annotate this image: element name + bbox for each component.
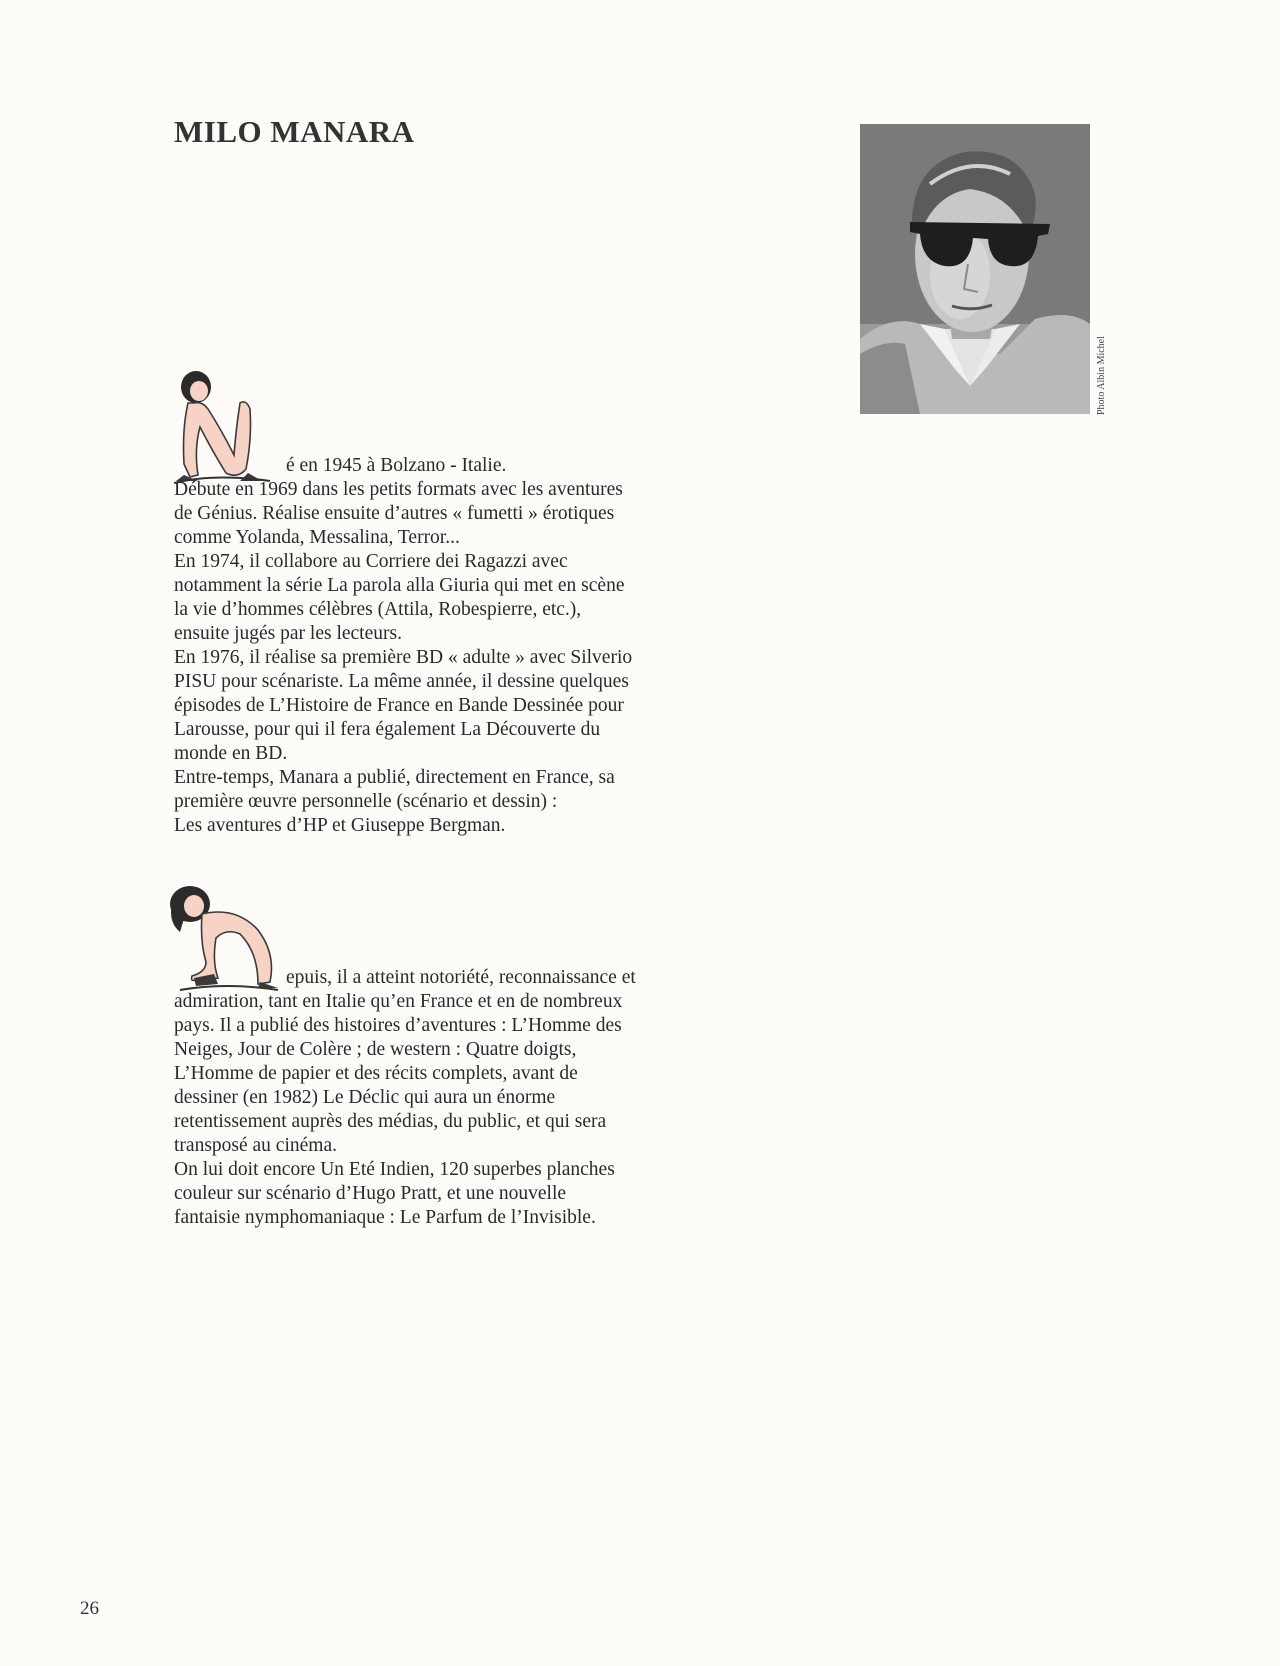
text-line: dessiner (en 1982) Le Déclic qui aura un énorme xyxy=(174,1087,556,1108)
initial-letter-d-illustration xyxy=(166,882,282,994)
text-line: retentissement auprès des médias, du public, et qui sera xyxy=(174,1111,607,1132)
text-line: couleur sur scénario d’Hugo Pratt, et une nouvelle xyxy=(174,1183,567,1204)
photo-credit: Photo Albin Michel xyxy=(1096,336,1107,415)
text-line: pays. Il a publié des histoires d’aventures : L’Homme des xyxy=(174,1015,622,1036)
text-line: PISU pour scénariste. La même année, il dessine quelques xyxy=(174,671,629,692)
text-line: L’Homme de papier et des récits complets, avant de xyxy=(174,1063,578,1084)
text-line: En 1976, il réalise sa première BD « adulte » avec Silverio xyxy=(174,647,633,668)
text-line: Larousse, pour qui il fera également La Découverte du xyxy=(174,719,601,740)
author-photo xyxy=(860,124,1090,414)
paragraph-2-first-line: epuis, il a atteint notoriété, reconnaissance et xyxy=(286,967,636,988)
text-line: fantaisie nymphomaniaque : Le Parfum de l’Invisible. xyxy=(174,1207,596,1228)
text-line: En 1974, il collabore au Corriere dei Ragazzi avec xyxy=(174,551,568,572)
text-line: comme Yolanda, Messalina, Terror... xyxy=(174,527,460,548)
paragraph-2 xyxy=(174,990,734,1230)
text-line: la vie d’hommes célèbres (Attila, Robespierre, etc.), xyxy=(174,599,582,620)
page-title: MILO MANARA xyxy=(174,114,415,149)
text-line: monde en BD. xyxy=(174,743,288,764)
nude-figure-icon xyxy=(174,369,276,485)
paragraph-1 xyxy=(174,478,734,838)
text-line: de Génius. Réalise ensuite d’autres « fumetti » érotiques xyxy=(174,503,615,524)
text-line: notamment la série La parola alla Giuria qui met en scène xyxy=(174,575,625,596)
paragraph-1-first-line: é en 1945 à Bolzano - Italie. xyxy=(286,455,507,476)
initial-letter-n-illustration xyxy=(174,369,276,485)
text-line: On lui doit encore Un Eté Indien, 120 superbes planches xyxy=(174,1159,615,1180)
text-line: Débute en 1969 dans les petits formats avec les aventures xyxy=(174,479,623,500)
text-line: Entre-temps, Manara a publié, directement en France, sa xyxy=(174,767,615,788)
text-line: épisodes de L’Histoire de France en Bande Dessinée pour xyxy=(174,695,624,716)
text-line: ensuite jugés par les lecteurs. xyxy=(174,623,402,644)
text-line: première œuvre personnelle (scénario et dessin) : xyxy=(174,791,558,812)
author-portrait-image xyxy=(860,124,1090,414)
text-line: transposé au cinéma. xyxy=(174,1135,337,1156)
page-number: 26 xyxy=(80,1598,99,1619)
text-line: admiration, tant en Italie qu’en France et en de nombreux xyxy=(174,991,623,1012)
nude-figure-icon xyxy=(166,882,282,994)
text-line: Les aventures d’HP et Giuseppe Bergman. xyxy=(174,815,506,836)
text-line: Neiges, Jour de Colère ; de western : Quatre doigts, xyxy=(174,1039,577,1060)
